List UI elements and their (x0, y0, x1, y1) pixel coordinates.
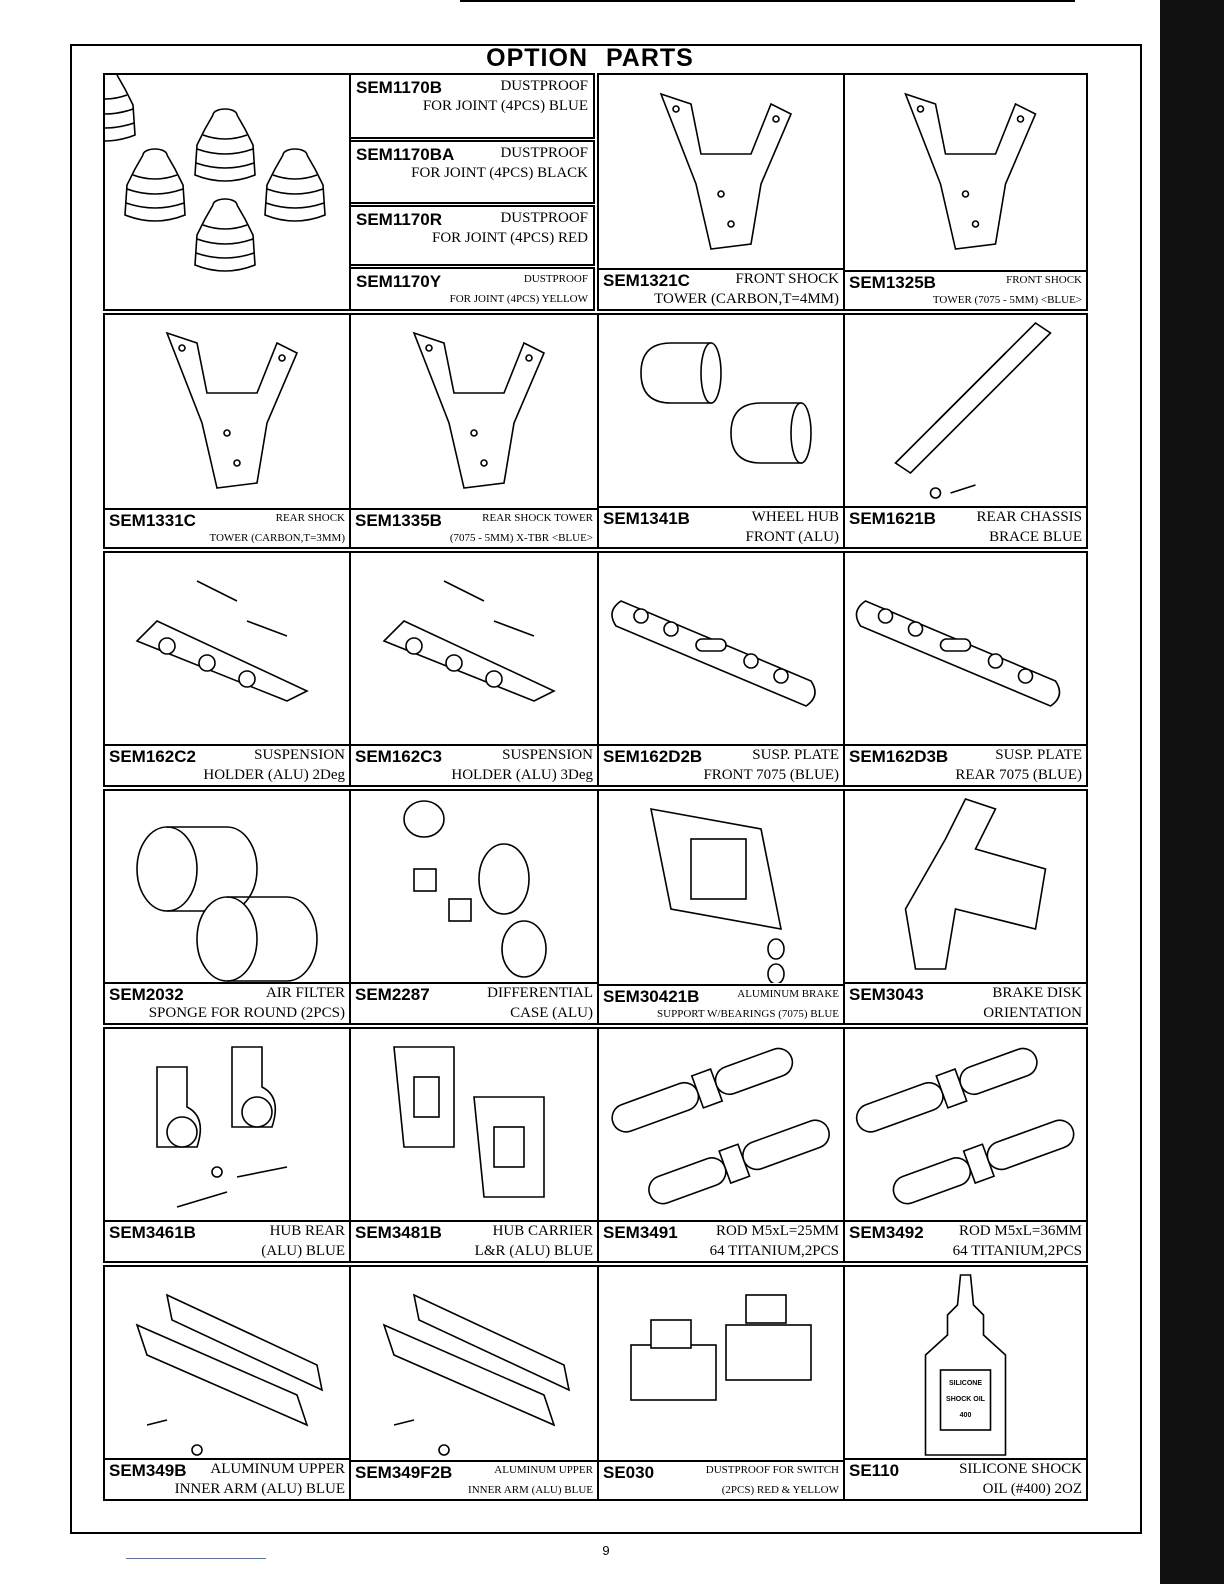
part-code: SEM3043 (849, 985, 924, 1004)
part-cell-sem3492 (843, 1027, 1088, 1263)
part-desc: REAR SHOCK (275, 512, 345, 524)
part-cell-se110 (843, 1265, 1088, 1501)
air-filter-icon (105, 791, 349, 983)
part-cell-sem1335b (349, 313, 599, 549)
part-cell-sem3491 (597, 1027, 845, 1263)
part-desc: ALUMINUM UPPER (210, 1461, 345, 1477)
suspension-holder-icon (351, 553, 597, 745)
part-desc: TOWER (7075 - 5MM) <BLUE> (932, 294, 1082, 306)
susp-plate-icon (845, 553, 1086, 745)
part-code: SE110 (849, 1461, 900, 1480)
part-desc: WHEEL HUB (751, 509, 839, 525)
part-code: SEM349B (109, 1461, 187, 1480)
part-desc: BRAKE DISK (992, 985, 1082, 1001)
spec-sem1170r (349, 205, 595, 266)
part-desc: FRONT (ALU) (745, 529, 839, 545)
part-desc: HOLDER (ALU) 2Deg (203, 767, 345, 783)
part-cell-se030 (597, 1265, 845, 1501)
spec-sem1170b (349, 73, 595, 139)
part-cell-sem3481b (349, 1027, 599, 1263)
part-desc: SPONGE FOR ROUND (2PCS) (148, 1005, 345, 1021)
bottle-label-text: 400 (959, 1412, 972, 1419)
part-cell-sem1321c (597, 73, 845, 311)
part-desc: ORIENTATION (983, 1005, 1082, 1021)
chassis-brace-icon (845, 315, 1086, 507)
part-desc: FOR JOINT (4PCS) YELLOW (449, 293, 588, 305)
part-desc: ALUMINUM BRAKE (737, 988, 839, 1000)
part-code: SEM349F2B (355, 1463, 453, 1482)
part-cell-sem162d2b (597, 551, 845, 787)
brake-disk-icon (845, 791, 1086, 983)
scan-edge-bar (1160, 0, 1224, 1584)
hub-rear-icon (105, 1029, 349, 1221)
part-code: SEM1335B (355, 511, 442, 530)
part-desc: BRACE BLUE (989, 529, 1082, 545)
part-desc: ALUMINUM UPPER (494, 1464, 593, 1476)
part-code: SEM3491 (603, 1223, 678, 1242)
part-desc: DUSTPROOF (523, 273, 588, 285)
top-rule (460, 0, 1075, 2)
shock-tower-icon (599, 75, 843, 269)
part-cell-sem30421b (597, 789, 845, 1025)
part-code: SEM1325B (849, 273, 936, 292)
part-code: SEM1321C (603, 271, 690, 290)
part-cell-sem2287 (349, 789, 599, 1025)
part-desc: SILICONE SHOCK (959, 1461, 1082, 1477)
part-desc: FRONT 7075 (BLUE) (703, 767, 839, 783)
part-label (599, 268, 843, 309)
part-desc: (2PCS) RED & YELLOW (721, 1484, 839, 1496)
page-title: OPTION PARTS (486, 44, 694, 72)
part-desc: FOR JOINT (4PCS) BLACK (411, 165, 588, 181)
part-desc: TOWER (CARBON,T=3MM) (209, 532, 345, 544)
shock-tower-icon (105, 315, 349, 507)
part-label (845, 982, 1086, 1023)
part-desc: HUB CARRIER (492, 1223, 593, 1239)
part-label (105, 982, 349, 1023)
part-desc: FRONT SHOCK (735, 271, 839, 287)
suspension-holder-icon (105, 553, 349, 745)
part-desc: (7075 - 5MM) X-TBR <BLUE> (449, 532, 593, 544)
part-desc: REAR CHASSIS (976, 509, 1082, 525)
part-code: SEM3492 (849, 1223, 924, 1242)
part-desc: REAR SHOCK TOWER (482, 512, 593, 524)
wheel-hub-icon (599, 315, 843, 507)
part-label (599, 744, 843, 785)
part-desc: SUSPENSION (502, 747, 593, 763)
part-code: SEM1341B (603, 509, 690, 528)
part-desc: FOR JOINT (4PCS) BLUE (422, 98, 588, 114)
part-cell-sem1341b (597, 313, 845, 549)
part-label (599, 984, 843, 1023)
part-cell-sem349f2b (349, 1265, 599, 1501)
part-label (845, 270, 1086, 309)
shock-oil-bottle-icon (845, 1267, 1086, 1459)
part-desc: SUPPORT W/BEARINGS (7075) BLUE (657, 1008, 839, 1020)
bottle-label-text: SHOCK OIL (946, 1396, 985, 1403)
part-desc: (ALU) BLUE (261, 1243, 345, 1259)
part-desc: INNER ARM (ALU) BLUE (468, 1484, 593, 1496)
part-desc: HUB REAR (269, 1223, 345, 1239)
susp-plate-icon (599, 553, 843, 745)
part-label (599, 506, 843, 547)
part-code: SEM1621B (849, 509, 936, 528)
part-desc: 64 TITANIUM,2PCS (709, 1243, 839, 1259)
part-label (845, 744, 1086, 785)
part-code: SEM162C3 (355, 747, 442, 766)
part-desc: SUSP. PLATE (752, 747, 839, 763)
part-label (105, 1220, 349, 1261)
bottle-label-text: SILICONE (948, 1380, 983, 1387)
shock-tower-icon (351, 315, 597, 507)
switch-dustproof-icon (599, 1267, 843, 1459)
part-label (845, 506, 1086, 547)
part-label (351, 508, 597, 547)
part-label (845, 1220, 1086, 1261)
part-code: SEM1170BA (356, 145, 455, 164)
part-cell-sem2032 (103, 789, 351, 1025)
part-label (351, 744, 597, 785)
dustproof-boot-image (103, 73, 351, 311)
part-code: SEM1170R (356, 210, 442, 229)
shock-tower-icon (845, 75, 1086, 269)
rod-icon (845, 1029, 1086, 1221)
part-label (845, 1458, 1086, 1499)
upper-arm-icon (105, 1267, 349, 1459)
part-label (599, 1460, 843, 1499)
part-cell-sem1331c (103, 313, 351, 549)
part-code: SEM162D3B (849, 747, 949, 766)
part-desc: 64 TITANIUM,2PCS (952, 1243, 1082, 1259)
part-desc: AIR FILTER (265, 985, 345, 1001)
part-desc: DUSTPROOF (500, 145, 588, 161)
part-desc: TOWER (CARBON,T=4MM) (654, 291, 839, 307)
hub-carrier-icon (351, 1029, 597, 1221)
part-desc: FRONT SHOCK (1006, 274, 1082, 286)
part-desc: FOR JOINT (4PCS) RED (432, 230, 588, 246)
part-cell-sem1325b (843, 73, 1088, 311)
part-code: SEM2287 (355, 985, 430, 1004)
dustproof-boot-icon (105, 75, 349, 309)
part-code: SEM1331C (109, 511, 196, 530)
part-cell-sem3461b (103, 1027, 351, 1263)
part-desc: DUSTPROOF (500, 78, 588, 94)
part-code: SEM162C2 (109, 747, 196, 766)
part-label (105, 1458, 349, 1499)
part-label (351, 1220, 597, 1261)
part-desc: REAR 7075 (BLUE) (955, 767, 1082, 783)
part-label (105, 744, 349, 785)
spec-sem1170y (349, 267, 595, 311)
part-desc: CASE (ALU) (510, 1005, 593, 1021)
part-code: SEM30421B (603, 987, 700, 1006)
part-code: SEM2032 (109, 985, 184, 1004)
part-desc: OIL (#400) 2OZ (982, 1481, 1082, 1497)
part-label (351, 982, 597, 1023)
differential-case-icon (351, 791, 597, 983)
part-cell-sem162c3 (349, 551, 599, 787)
page-number: 9 (602, 1543, 610, 1558)
part-desc: ROD M5xL=36MM (958, 1223, 1082, 1239)
part-desc: SUSPENSION (254, 747, 345, 763)
part-cell-sem1621b (843, 313, 1088, 549)
part-code: SEM3461B (109, 1223, 196, 1242)
part-code: SEM3481B (355, 1223, 442, 1242)
spec-sem1170ba (349, 140, 595, 204)
part-desc: ROD M5xL=25MM (715, 1223, 839, 1239)
part-desc: DUSTPROOF FOR SWITCH (705, 1464, 839, 1476)
footer-link-underline (126, 1558, 266, 1559)
part-code: SEM162D2B (603, 747, 703, 766)
part-desc: L&R (ALU) BLUE (474, 1243, 593, 1259)
part-code: SE030 (603, 1463, 655, 1482)
part-cell-sem162c2 (103, 551, 351, 787)
brake-support-icon (599, 791, 843, 983)
part-desc: HOLDER (ALU) 3Deg (451, 767, 593, 783)
part-cell-sem349b (103, 1265, 351, 1501)
part-code: SEM1170Y (356, 272, 442, 291)
part-desc: DUSTPROOF (500, 210, 588, 226)
part-desc: SUSP. PLATE (995, 747, 1082, 763)
part-desc: INNER ARM (ALU) BLUE (174, 1481, 345, 1497)
part-label (599, 1220, 843, 1261)
part-desc: DIFFERENTIAL (487, 985, 593, 1001)
part-cell-sem3043 (843, 789, 1088, 1025)
part-code: SEM1170B (356, 78, 442, 97)
part-cell-sem162d3b (843, 551, 1088, 787)
upper-arm-icon (351, 1267, 597, 1459)
rod-icon (599, 1029, 843, 1221)
part-label (351, 1460, 597, 1499)
part-label (105, 508, 349, 547)
